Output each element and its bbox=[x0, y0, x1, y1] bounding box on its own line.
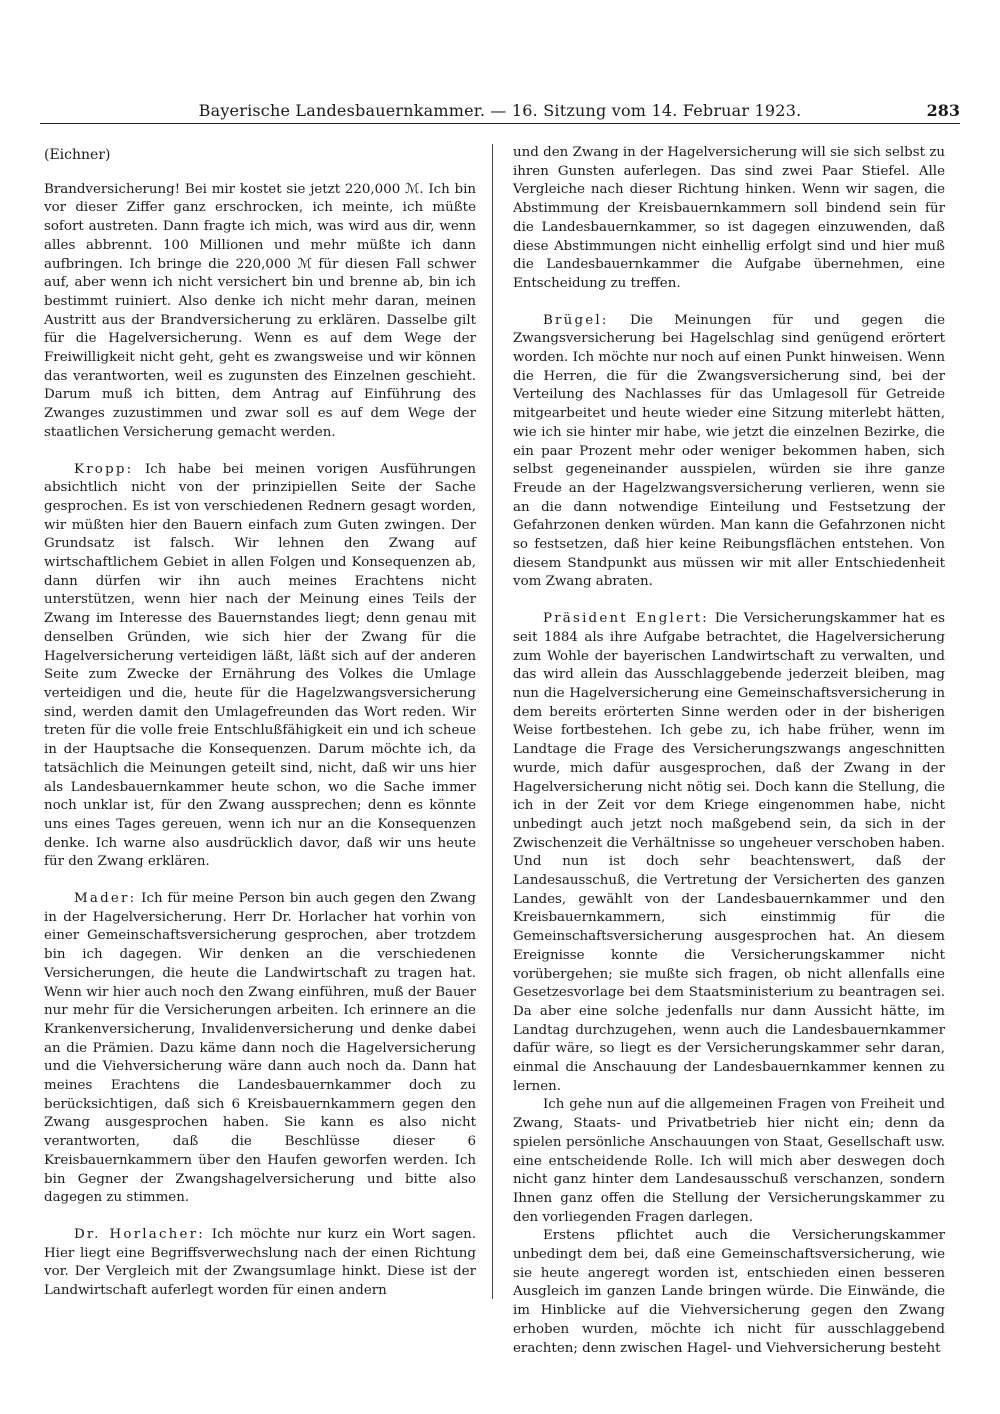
paragraph-text: Die Versicherungskammer hat es seit 1884 als ihre Aufgabe betrachtet, die Hagelversicherung zum Wohle der bayerischen Landwirtschaft zu verwalten, und das wird allein das Ausschlaggebende jederzeit bleiben, mag nun die Hagelversicherung eine Gemeinschaftsversicherung in dem bereits erörterten Sinne werden oder in der bisherigen Weise fortbestehen. Ich gebe zu, ich habe früher, wenn im Landtage die Frage des Versicherungszwangs angeschnitten wurde, mich dafür ausgesprochen, daß der Zwang in der Hagelversicherung nicht nötig sei. Doch kann die Stellung, die ich in der Zeit vor dem Kriege eingenommen habe, nicht unbedingt auch jetzt noch maßgebend sein, da sich in der Zwischenzeit die Verhältnisse so ungeheuer verschoben haben. Und nun ist doch sehr beachtenswert, daß der Landesausschuß, die Vertretung der Versicherten des ganzen Landes, gewählt von der Landesbauernkammer und den Kreisbauernkammern, sich einstimmig für die Gemeinschaftsversicherung ausgesprochen hat. An diesem Ereignisse konnte die Versicherungskammer nicht vorübergehen; sie mußte sich fragen, ob nicht allenfalls eine Gesetzesvorlage bei dem Staatsministerium zu beantragen sei. Da aber eine solche jedenfalls nur dann Aussicht hätte, im Landtag durchzugehen, wenn auch die Landesbauernkammer dafür wäre, so liegt es der Versicherungskammer sehr daran, einmal die Anschauung der Landesbauernkammer kennen zu lernen. bbox=[513, 611, 945, 1094]
page-number: 283 bbox=[926, 101, 960, 120]
speaker-name: Mader: bbox=[74, 891, 137, 907]
paragraph bbox=[513, 610, 945, 1096]
paragraph bbox=[513, 312, 945, 593]
paragraph-text: Ich möchte nur kurz ein Wort sagen. Hier liegt eine Begriffsverwechslung nach der einen Richtung vor. Der Vergleich mit der Zwangsumlage hinkt. Diese ist der Landwirtschaft auferlegt worden für einen andern bbox=[44, 1226, 476, 1299]
paragraph bbox=[44, 890, 476, 1208]
paragraph: und den Zwang in der Hagelversicherung will sie sich selbst zu ihren Gunsten auferlegen. Das sind zwei Paar Stiefel. Alle Vergleiche nach dieser Richtung hinken. Wenn wir sagen, die Abstimmung der Kreisbauernkammern soll bindend sein für die Landesbauernkammer, so ist dagegen einzuwenden, daß diese Abstimmungen nicht einhellig erfolgt sind und hier muß die Landesbauernkammer die Aufgabe übernehmen, eine Entscheidung zu treffen. bbox=[513, 145, 945, 291]
speaker-name: Brügel: bbox=[543, 312, 609, 328]
paragraph: Erstens pflichtet auch die Versicherungskammer unbedingt dem bei, daß eine Gemeinschaftsversicherung, wie sie heute angeregt worden ist, entschieden einen besseren Ausgleich im ganzen Lande bringen würde. Die Einwände, die im Hinblicke auf die Viehversicherung gegen den Zwang erhoben wurden, möchte ich nicht für ausschlaggebend erachten; denn zwischen Hagel- und Viehversicherung besteht bbox=[513, 1228, 945, 1356]
paragraph-text: Die Meinungen für und gegen die Zwangsversicherung bei Hagelschlag sind genügend erörtert worden. Ich möchte nur noch auf einen Punkt hinweisen. Wenn die Herren, die für die Zwangsversicherung sind, bei der Verteilung des Nachlasses für das Umlagesoll für Getreide mitgearbeitet und heute wieder eine Sitzung miterlebt hätten, wie ich sie hinter mir habe, wie jetzt die einzelnen Bezirke, die ein paar Prozent mehr oder weniger bekommen haben, sich selbst gegeneinander ausspielen, würden sie ihre ganze Freude an der Hagelzwangsversicherung verlieren, wenn sie an die dann notwendige Einteilung und Festsetzung der Gefahrzonen denken würden. Man kann die Gefahrzonen nicht so festsetzen, daß hier keine Reibungsflächen entstehen. Von diesem Standpunkt aus müssen wir mit aller Entschiedenheit vom Zwang abraten. bbox=[513, 312, 945, 590]
paragraph bbox=[44, 461, 476, 872]
left-column bbox=[44, 146, 476, 1301]
paragraph-text: Ich für meine Person bin auch gegen den Zwang in der Hagelversicherung. Herr Dr. Horlacher hat vorhin von einer Gemeinschaftsversicherung gesprochen, aber trotzdem bin ich dagegen. Wir denken an die verschiedenen Versicherungen, die heute die Landwirtschaft zu tragen hat. Wenn wir hier auch noch den Zwang einführen, muß der Bauer nur mehr für die Versicherungen arbeiten. Ich erinnere an die Krankenversicherung, Invalidenversicherung und denke dabei an die Prämien. Dazu käme dann noch die Hagelversicherung und die Viehversicherung wäre dann auch noch da. Dann hat meines Erachtens die Landesbauernkammer doch zu berücksichtigen, daß sich 6 Kreisbauernkammern gegen den Zwang ausgesprochen haben. Sie kann es also nicht verantworten, daß die Beschlüsse dieser 6 Kreisbauernkammern über den Haufen geworfen werden. Ich bin Gegner der Zwangshagelversicherung und bitte also dagegen zu stimmen. bbox=[44, 891, 476, 1206]
speaker-name: Kropp: bbox=[74, 461, 134, 477]
speaker-name: Dr. Horlacher: bbox=[74, 1226, 205, 1242]
paragraph: Ich gehe nun auf die allgemeinen Fragen von Freiheit und Zwang, Staats- und Privatbetrieb hier nicht ein; denn da spielen persönliche Anschauungen von Staat, Gesellschaft usw. eine entscheidende Rolle. Ich will mich aber deswegen doch nicht ganz hinter dem Landesausschuß verschanzen, sondern Ihnen ganz offen die Stellung der Versicherungskammer zu den vorliegenden Fragen darlegen. bbox=[513, 1097, 945, 1225]
paragraph-text: Ich habe bei meinen vorigen Ausführungen absichtlich nicht von der prinzipiellen Seite der Sache gesprochen. Es ist von verschiedenen Rednern gesagt worden, wir müßten hier den Bauern einfach zum Guten zwingen. Der Grundsatz ist falsch. Wir lehnen den Zwang auf wirtschaftlichem Gebiet in allen Folgen und Konsequenzen ab, dann dürfen wir ihn auch meines Erachtens nicht unterstützen, wenn hier nach der Meinung eines Teils der Zwang im Interesse des Bauernstandes liegt; denn genau mit denselben Gründen, wie sich hier der Zwang für die Hagelversicherung verteidigen läßt, läßt sich auf der anderen Seite zum Zwecke der Ernährung des Volkes die Umlage verteidigen und die, heute für die Hagelzwangsversicherung sind, werden damit den Umlagefreunden das Wort reden. Wir treten für die volle freie Entschlußfähigkeit ein und ich scheue in der Hauptsache die Konsequenzen. Darum möchte ich, da tatsächlich die Meinungen geteilt sind, nicht, daß wir uns hier als Landesbauernkammer heute schon, wo die Sache immer noch unklar ist, für den Zwang aussprechen; denn es könnte uns eines Tages gereuen, wenn ich nur an die Konsequenzen denke. Ich warne also ausdrücklich davor, daß wir uns heute für den Zwang erklären. bbox=[44, 461, 476, 870]
right-column bbox=[513, 144, 945, 1358]
column-divider bbox=[492, 144, 493, 1299]
paragraph bbox=[44, 1226, 476, 1301]
speaker-bracket: (Eichner) bbox=[44, 147, 111, 163]
speaker-name: Präsident Englert: bbox=[543, 611, 709, 627]
page-header bbox=[40, 99, 960, 124]
paragraph: Brandversicherung! Bei mir kostet sie jetzt 220,000 ℳ. Ich bin vor dieser Ziffer ganz erschrocken, ich meinte, ich müßte sofort austreten. Dann fragte ich mich, was wird aus dir, wenn alles abbrennt. 100 Millionen und mehr müßte ich dann aufbringen. Ich bringe die 220,000 ℳ für diesen Fall schwer auf, aber wenn ich nicht versichert bin und brenne ab, bin ich bestimmt ruiniert. Also denke ich nicht mehr daran, meinen Austritt aus der Brandversicherung zu erklären. Dasselbe gilt für die Hagelversicherung. Wenn es auf dem Wege der Freiwilligkeit nicht geht, geht es zwangsweise und wir können das verantworten, weil es zugunsten des Einzelnen geschieht. Darum muß ich bitten, dem Antrag auf Einführung des Zwanges zuzustimmen und zwar soll es auf dem Wege der staatlichen Versicherung gemacht werden. bbox=[44, 181, 476, 440]
running-title: Bayerische Landesbauernkammer. — 16. Sitzung vom 14. Februar 1923. bbox=[198, 101, 802, 120]
